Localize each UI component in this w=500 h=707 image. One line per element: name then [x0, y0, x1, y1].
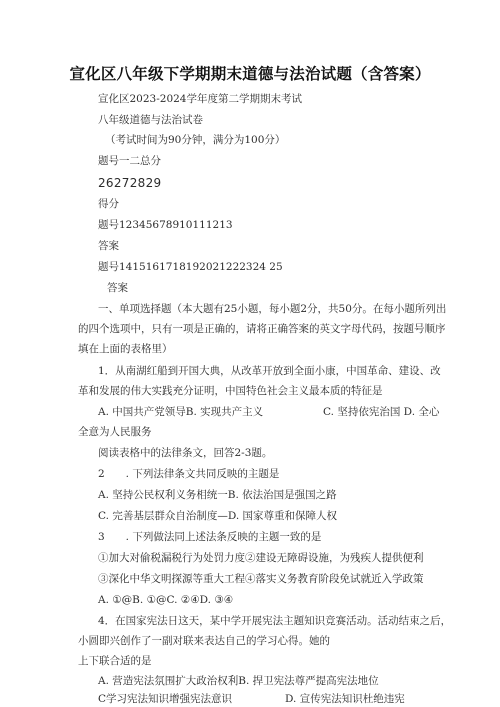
question-2-options-cd: C. 完善基层群众自治制度—D. 国家尊重和保障人权: [98, 510, 338, 522]
question-4-options-ab: A. 营造宪法氛围扩大政治权利B. 捍卫宪法尊严提高宪法地位: [98, 675, 379, 687]
section-instructions-line1: 一、单项选择题（本大题有25小题，每小题2分，共50分。在每小题所列出: [98, 303, 447, 315]
question-1-option-d-cont: 全意为人民服务: [78, 426, 152, 438]
score-table-row-numbers: 26272829: [98, 176, 162, 190]
section-instructions-line2: 的四个选项中，只有一项是正确的，请将正确答案的英文字母代码，按题号顺序: [78, 323, 446, 335]
document-title: 宣化区八年级下学期期末道德与法治试题（含答案）: [69, 65, 431, 83]
question-4-stem-line1: 4．在国家宪法日这天，某中学开展宪法主题知识竞赛活动。活动结束之后，: [98, 615, 452, 627]
answer-table-row-2-header: 题号1415161718192021222324 25: [98, 261, 283, 273]
question-1-options-cd: C. 坚持依宪治国 D. 全心: [323, 406, 440, 418]
question-1-options-ab: A. 中国共产党领导B. 实现共产主义: [98, 406, 264, 418]
question-4-stem-line3: 上下联合适的是: [78, 655, 152, 667]
question-3-statements-1: ①加大对偷税漏税行为处罚力度②建设无障碍设施，为残疾人提供便利: [98, 552, 424, 564]
question-2-options-ab: A. 坚持公民权利义务相统一B. 依法治国是强国之路: [98, 489, 337, 501]
answer-table-row-2-answer: 答案: [107, 282, 128, 294]
question-4-option-d: D. 宣传宪法知识杜绝违宪: [285, 693, 405, 705]
question-4-option-c: C学习宪法知识增强宪法意识: [98, 693, 233, 705]
exam-subject-line: 八年级道德与法治试卷: [98, 114, 203, 126]
question-1-stem-line1: 1．从南湖红船到开国大典，从改革开放到全面小康，中国革命、建设、改: [98, 365, 441, 377]
question-3-statements-2: ③深化中华文明探源等重大工程④落实义务教育阶段免试就近入学政策: [98, 573, 424, 585]
question-3-options: A. ①@B. ①@C. ②④D. ③④: [98, 594, 234, 606]
question-2-intro: 阅读表格中的法律条文，回答2-3题。: [98, 447, 273, 459]
score-table-row-score: 得分: [98, 198, 119, 210]
exam-time-line: （考试时间为90分钟，满分为100分）: [105, 134, 286, 146]
score-table-row-header: 题号一二总分: [98, 155, 161, 167]
answer-table-row-1-answer: 答案: [98, 240, 119, 252]
question-1-stem-line2: 革和发展的伟大实践充分证明，中国特色社会主义最本质的特征是: [78, 385, 383, 397]
section-instructions-line3: 填在上面的表格里）: [78, 343, 173, 355]
question-3-stem: 3 . 下列做法同上述法条反映的主题一致的是: [98, 531, 322, 543]
exam-header-line: 宣化区2023-2024学年度第二学期期末考试: [98, 93, 302, 105]
question-2-stem: 2 . 下列法律条文共同反映的主题是: [98, 468, 280, 480]
question-4-stem-line2: 小圆即兴创作了一副对联来表达自己的学习心得。她的: [78, 635, 330, 647]
answer-table-row-1-header: 题号12345678910111213: [98, 219, 233, 231]
